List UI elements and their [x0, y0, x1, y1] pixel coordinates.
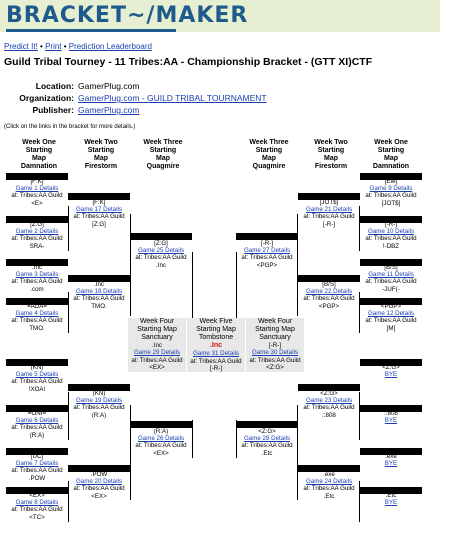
- team-name: <Z:G>: [382, 364, 400, 371]
- print-link[interactable]: Print: [45, 42, 62, 51]
- match-slot: [360, 264, 422, 293]
- team-name: [Z:G]: [154, 240, 168, 247]
- game-details-link[interactable]: Game 3 Details: [15, 271, 59, 279]
- team-name: <PGP>: [380, 303, 402, 310]
- venue-text: at: Tribes:AA Guild: [11, 467, 63, 475]
- team-name: .POW: [90, 471, 108, 478]
- publisher-row: [4, 105, 404, 117]
- match-slot: [6, 453, 68, 482]
- opponent-name: !XOA!: [28, 385, 46, 393]
- venue-text: at: Tribes:AA Guild: [241, 254, 293, 262]
- match-slot: [298, 390, 360, 419]
- round-header-line: Damnation: [20, 163, 58, 170]
- game-details-link[interactable]: Game 4 Details: [15, 310, 59, 318]
- game-details-link[interactable]: Game 18 Details: [75, 288, 123, 296]
- game-details-link[interactable]: Game 12 Details: [367, 310, 415, 318]
- match-slot: [298, 199, 360, 228]
- venue-text: at: Tribes:AA Guild: [11, 506, 63, 514]
- venue-text: at: Tribes:AA Guild: [11, 317, 63, 325]
- opponent-name: <PGP>: [256, 261, 278, 269]
- round-header-line: Quagmire: [252, 163, 286, 170]
- venue-text: at: Tribes:AA Guild: [249, 357, 301, 365]
- game-details-link[interactable]: Game 2 Details: [15, 228, 59, 236]
- match-slot: [130, 428, 192, 457]
- opponent-name: .com: [30, 285, 44, 293]
- match-slot: [6, 221, 68, 250]
- game-details-link[interactable]: BYE: [384, 460, 398, 468]
- venue-text: at: Tribes:AA Guild: [73, 295, 125, 303]
- team-name: .Inc: [94, 281, 104, 288]
- bracket-line: [236, 420, 237, 458]
- venue-text: at: Tribes:AA Guild: [365, 278, 417, 286]
- game-details-link[interactable]: Game 1 Details: [15, 185, 59, 193]
- round-header-line: Starting: [87, 147, 115, 154]
- match-slot: [6, 303, 68, 332]
- center-header-line: Sanctuary: [141, 334, 173, 341]
- game-details-link[interactable]: BYE: [384, 499, 398, 507]
- round-header-line: Firestorm: [314, 163, 348, 170]
- game-details-link[interactable]: Game 6 Details: [15, 417, 59, 425]
- round-header-l3: [132, 139, 194, 171]
- match-slot: [360, 453, 422, 467]
- logo-underline: [6, 29, 176, 32]
- match-slot: [360, 303, 422, 332]
- team-name: =ONI=: [27, 410, 47, 417]
- center-match-final: [187, 318, 245, 372]
- game-details-link[interactable]: Game 23 Details: [305, 397, 353, 405]
- round-header-line: Map: [262, 155, 276, 162]
- round-header-line: Week One: [374, 139, 408, 146]
- team-name: <Z:G>: [320, 390, 338, 397]
- opponent-name: ::808: [322, 411, 336, 419]
- team-name: .Inc: [152, 342, 162, 349]
- bracket-bar: [236, 421, 298, 428]
- bracket-bar: [236, 233, 298, 240]
- team-name: <Z:G>: [258, 428, 276, 435]
- round-header-line: Starting: [317, 147, 345, 154]
- center-header-line: Starting Map: [255, 326, 295, 333]
- center-match-right: [246, 318, 304, 372]
- venue-text: at: Tribes:AA Guild: [73, 404, 125, 412]
- opponent-name: <PGP>: [318, 302, 340, 310]
- game-details-link[interactable]: BYE: [384, 371, 398, 379]
- bracket-line: [68, 206, 69, 251]
- round-header-line: Firestorm: [84, 163, 118, 170]
- team-name: [-R-]: [268, 342, 282, 349]
- opponent-name: .Etc: [261, 449, 273, 457]
- team-name: [F:K]: [92, 199, 106, 206]
- team-name: [B/S]: [384, 264, 398, 271]
- publisher-label: Publisher:: [32, 105, 74, 115]
- game-details-link[interactable]: Game 17 Details: [75, 206, 123, 214]
- organization-label: Organization:: [19, 93, 74, 103]
- game-details-link[interactable]: Game 20 Details: [75, 478, 123, 486]
- match-slot: [6, 364, 68, 393]
- game-details-link[interactable]: Game 24 Details: [305, 478, 353, 486]
- game-details-link[interactable]: Game 27 Details: [243, 247, 291, 255]
- team-name: .Inc: [32, 264, 42, 271]
- match-slot: [68, 199, 130, 228]
- venue-text: at: Tribes:AA Guild: [11, 378, 63, 386]
- match-slot: [6, 178, 68, 207]
- team-name: (KN): [30, 364, 44, 371]
- bracket-line: [68, 392, 69, 440]
- venue-text: at: Tribes:AA Guild: [11, 278, 63, 286]
- opponent-name: ]M[: [386, 324, 396, 332]
- round-header-r1: [360, 139, 422, 171]
- center-header-line: Starting Map: [137, 326, 177, 333]
- game-details-link[interactable]: Game 7 Details: [15, 460, 59, 468]
- team-name: [Z:G]: [30, 221, 44, 228]
- venue-text: at: Tribes:AA Guild: [11, 424, 63, 432]
- logo-text: BRACKET~/MAKER: [6, 3, 249, 28]
- center-match-left: [128, 318, 186, 372]
- round-header-line: Quagmire: [146, 163, 180, 170]
- venue-text: at: Tribes:AA Guild: [303, 213, 355, 221]
- location-label: Location:: [35, 81, 74, 91]
- round-header-l2: [70, 139, 132, 171]
- bracket-line: [192, 420, 193, 458]
- opponent-name: <E>: [31, 199, 43, 207]
- match-slot: [360, 178, 422, 207]
- team-name: [UC]: [30, 453, 44, 460]
- bracket-line: [359, 206, 360, 251]
- round-header-line: Map: [32, 155, 46, 162]
- team-name: .Etc: [385, 492, 397, 499]
- team-name: .exe: [385, 453, 397, 460]
- round-header-line: Starting: [377, 147, 405, 154]
- bracket-line: [297, 405, 298, 500]
- match-slot: [360, 221, 422, 250]
- venue-text: at: Tribes:AA Guild: [303, 485, 355, 493]
- round-header-line: Week Two: [314, 139, 348, 146]
- round-header-line: Week Three: [143, 139, 183, 146]
- center-header-line: Week Four: [257, 318, 293, 325]
- bracket-line: [130, 214, 131, 316]
- bracket-line: [359, 392, 360, 440]
- game-details-link[interactable]: Game 9 Details: [369, 185, 413, 193]
- round-header-line: Week Two: [84, 139, 118, 146]
- game-details-link[interactable]: Game 21 Details: [305, 206, 353, 214]
- venue-text: at: Tribes:AA Guild: [11, 235, 63, 243]
- venue-text: at: Tribes:AA Guild: [131, 357, 183, 365]
- opponent-name: (R:A): [91, 411, 107, 419]
- round-header-line: Week One: [22, 139, 56, 146]
- match-slot: [360, 492, 422, 506]
- game-details-link[interactable]: Game 11 Details: [368, 271, 414, 279]
- center-header-line: Tombstone: [198, 334, 234, 341]
- team-name: .exe: [323, 471, 335, 478]
- team-name: [-R-]: [384, 221, 398, 228]
- location-row: [4, 81, 404, 93]
- match-slot: [68, 281, 130, 310]
- match-slot: [6, 410, 68, 439]
- team-name: (KN): [92, 390, 106, 397]
- bracket-line: [297, 214, 298, 316]
- round-header-line: Map: [384, 155, 398, 162]
- venue-text: at: Tribes:AA Guild: [303, 295, 355, 303]
- bracket-line: [130, 405, 131, 500]
- venue-text: at: Tribes:AA Guild: [135, 442, 187, 450]
- game-details-link[interactable]: Game 5 Details: [15, 371, 59, 379]
- match-slot: [68, 390, 130, 419]
- round-header-line: Map: [156, 155, 170, 162]
- venue-text: at: Tribes:AA Guild: [365, 235, 417, 243]
- center-header-line: Week Four: [139, 318, 175, 325]
- round-header-line: Starting: [255, 147, 283, 154]
- game-details-link[interactable]: Game 30 Details: [251, 349, 299, 357]
- match-slot: [360, 410, 422, 424]
- opponent-name: <TC>: [29, 513, 45, 521]
- page-title: Guild Tribal Tourney - 11 Tribes:AA - Championship Bracket - (GTT XI)CTF: [4, 56, 373, 68]
- match-slot: [130, 240, 192, 269]
- match-slot: [68, 471, 130, 500]
- team-name: ::808: [384, 410, 398, 417]
- team-name: (R:A): [153, 428, 169, 435]
- bracketmaker-logo: [0, 0, 440, 32]
- round-header-line: Map: [324, 155, 338, 162]
- team-name: =ADA=: [27, 303, 47, 310]
- game-details-link[interactable]: Game 10 Details: [367, 228, 415, 236]
- opponent-name: .Inc: [156, 261, 166, 269]
- opponent-name: <EX>: [149, 364, 165, 372]
- venue-text: at: Tribes:AA Guild: [303, 404, 355, 412]
- round-header-line: Starting: [149, 147, 177, 154]
- game-details-link[interactable]: Game 25 Details: [137, 247, 185, 255]
- opponent-name: <EX>: [91, 492, 107, 500]
- location-value: GamerPlug.com: [78, 81, 140, 91]
- round-header-l1: [8, 139, 70, 171]
- center-header-line: Sanctuary: [259, 334, 291, 341]
- opponent-name: <Z:G>: [266, 364, 284, 372]
- game-details-link[interactable]: Game 31 Details: [192, 350, 240, 357]
- bracket-bar: [130, 233, 192, 240]
- team-name: [B/S]: [322, 281, 336, 288]
- round-header-line: Damnation: [372, 163, 410, 170]
- game-details-link[interactable]: Game 26 Details: [137, 435, 185, 443]
- round-header-r3: [238, 139, 300, 171]
- opponent-name: [Z:G]: [92, 220, 106, 228]
- center-header-line: Starting Map: [196, 326, 236, 333]
- organization-link[interactable]: GamerPlug.com - GUILD TRIBAL TOURNAMENT: [78, 93, 267, 103]
- venue-text: at: Tribes:AA Guild: [73, 213, 125, 221]
- round-header-line: Map: [94, 155, 108, 162]
- venue-text: at: Tribes:AA Guild: [365, 192, 417, 200]
- bracket-line: [359, 481, 360, 522]
- publisher-link[interactable]: GamerPlug.com: [78, 105, 140, 115]
- venue-text: at: Tribes:AA Guild: [241, 442, 293, 450]
- match-slot: [6, 264, 68, 293]
- top-nav: Predict It! • Print • Prediction Leaderboard: [4, 42, 152, 51]
- team-name: [F:K]: [30, 178, 44, 185]
- match-slot: [298, 471, 360, 500]
- opponent-name: TMO.: [91, 302, 107, 310]
- team-name: <EX>: [29, 492, 45, 499]
- match-slot: [236, 240, 298, 269]
- bracket-bar: [130, 421, 192, 428]
- center-header-line: Week Five: [199, 318, 233, 325]
- opponent-name: [JOT$]: [381, 199, 401, 207]
- bracket-line: [359, 292, 360, 333]
- round-header-line: Week Three: [249, 139, 289, 146]
- venue-text: at: Tribes:AA Guild: [365, 317, 417, 325]
- round-header-line: Starting: [25, 147, 53, 154]
- team-name: [JOT$]: [319, 199, 339, 206]
- bracket-line: [68, 292, 69, 333]
- match-slot: [298, 281, 360, 310]
- opponent-name: [-R-]: [209, 365, 223, 373]
- opponent-name: .POW: [28, 474, 46, 482]
- predict-link[interactable]: Predict It!: [4, 42, 38, 51]
- game-details-link[interactable]: Game 19 Details: [75, 397, 123, 405]
- organization-row: [4, 93, 404, 105]
- venue-text: at: Tribes:AA Guild: [190, 358, 242, 365]
- team-name: .Inc: [209, 342, 223, 349]
- game-details-link[interactable]: Game 29 Details: [133, 349, 181, 357]
- opponent-name: TMO.: [29, 324, 45, 332]
- game-details-link[interactable]: Game 28 Details: [243, 435, 291, 443]
- game-details-link[interactable]: Game 22 Details: [305, 288, 353, 296]
- opponent-name: (R:A): [29, 431, 45, 439]
- bracket-note: (Click on the links in the bracket for more details.): [4, 124, 136, 130]
- match-slot: [360, 364, 422, 378]
- match-slot: [236, 428, 298, 457]
- team-name: [-R-]: [260, 240, 274, 247]
- bracket-line: [68, 481, 69, 522]
- opponent-name: <EX>: [153, 449, 169, 457]
- opponent-name: [-R-]: [322, 220, 336, 228]
- match-slot: [6, 492, 68, 521]
- round-header-r2: [300, 139, 362, 171]
- game-details-link[interactable]: Game 8 Details: [15, 499, 59, 507]
- team-name: [EM]: [384, 178, 398, 185]
- venue-text: at: Tribes:AA Guild: [135, 254, 187, 262]
- opponent-name: .Etc: [323, 492, 335, 500]
- venue-text: at: Tribes:AA Guild: [73, 485, 125, 493]
- game-details-link[interactable]: BYE: [384, 417, 398, 425]
- opponent-name: -JUF(-: [382, 285, 400, 293]
- venue-text: at: Tribes:AA Guild: [11, 192, 63, 200]
- leaderboard-link[interactable]: Prediction Leaderboard: [68, 42, 152, 51]
- opponent-name: SRA-: [29, 242, 45, 250]
- opponent-name: !-DBZ: [382, 242, 400, 250]
